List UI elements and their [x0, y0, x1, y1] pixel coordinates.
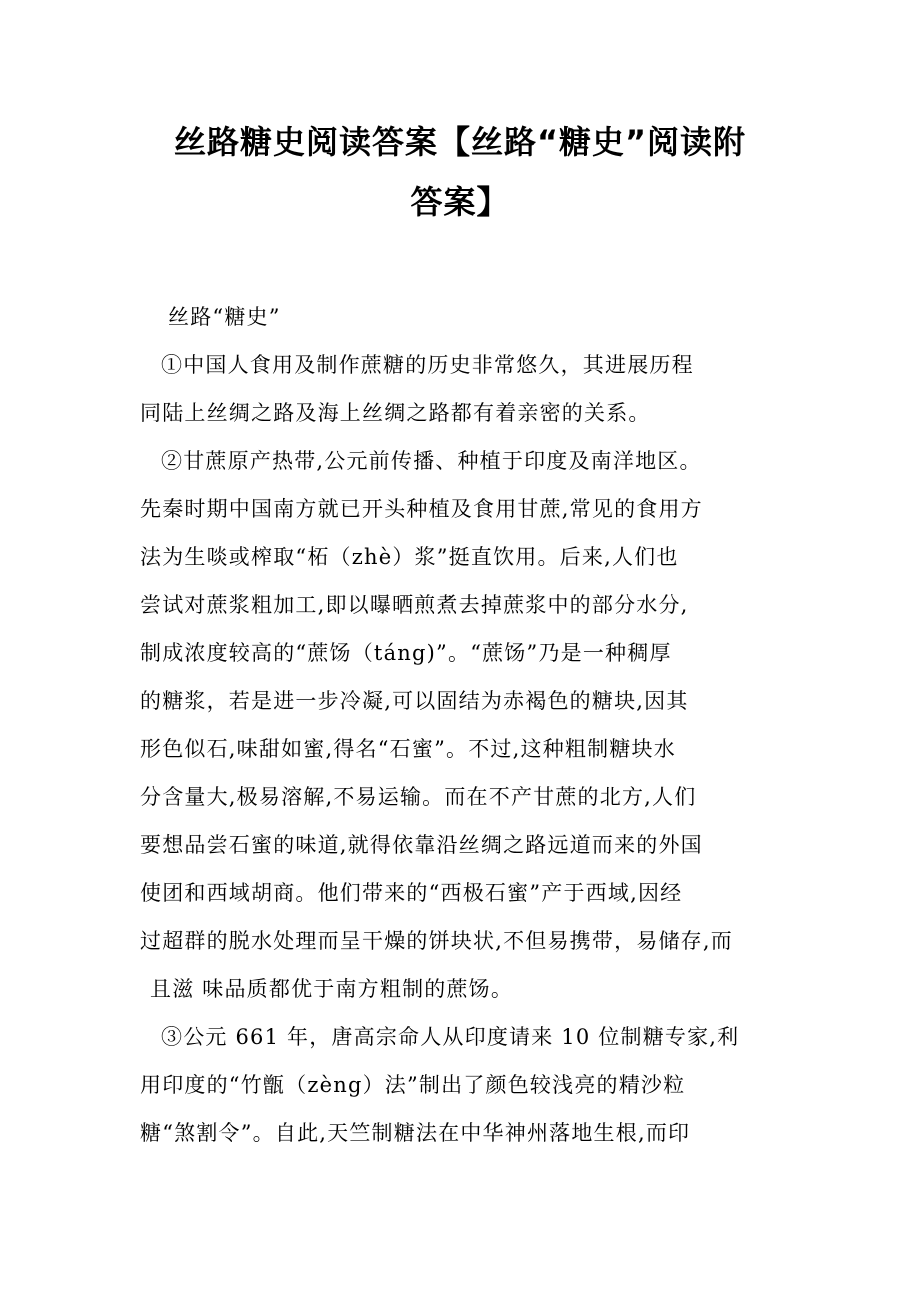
paragraph-1-line-2: 同陆上丝绸之路及海上丝绸之路都有着亲密的关系。: [140, 401, 651, 425]
paragraph-2-line-6: 的糖浆，若是进一步冷凝,可以固结为赤褐色的糖块,因其: [140, 689, 689, 713]
paragraph-2-line-9: 要想品尝石蜜的味道,就得依靠沿丝绸之路远道而来的外国: [140, 833, 703, 857]
paragraph-3-line-2: 用印度的“竹甑（zèng）法”制出了颜色较浅亮的精沙粒: [140, 1073, 686, 1097]
paragraph-2-line-3: 法为生啖或榨取“柘（zhè）浆”挺直饮用。后来,人们也: [140, 545, 679, 569]
paragraph-2-line-5: 制成浓度较高的“蔗饧（táng)”。“蔗饧”乃是一种稠厚: [140, 641, 672, 665]
paragraph-2-line-8: 分含量大,极易溶解,不易运输。而在不产甘蔗的北方,人们: [140, 785, 697, 809]
paragraph-2-line-12: 且滋 味品质都优于南方粗制的蔗饧。: [150, 977, 514, 1001]
page-title-line-2: 答案】: [410, 183, 510, 221]
paragraph-2-line-4: 尝试对蔗浆粗加工,即以曝晒煎煮去掉蔗浆中的部分水分,: [140, 593, 689, 617]
paragraph-2-line-7: 形色似石,味甜如蜜,得名“石蜜”。不过,这种粗制糖块水: [140, 737, 676, 761]
page-title-line-1: 丝路糖史阅读答案【丝路“糖史”阅读附: [173, 123, 747, 161]
paragraph-2-line-11: 过超群的脱水处理而呈干燥的饼块状,不但易携带，易储存,而: [140, 929, 733, 953]
paragraph-3-line-3: 糖“煞割令”。自此,天竺制糖法在中华神州落地生根,而印: [140, 1121, 691, 1145]
paragraph-2-line-10: 使团和西域胡商。他们带来的“西极石蜜”产于西域,因经: [140, 881, 683, 905]
paragraph-1-line-1: ①中国人食用及制作蔗糖的历史非常悠久，其进展历程: [161, 353, 694, 377]
paragraph-3-line-1: ③公元 661 年，唐高宗命人从印度请来 10 位制糖专家,利: [161, 1025, 740, 1049]
paragraph-2-line-2: 先秦时期中国南方就已开头种植及食用甘蔗,常见的食用方: [140, 497, 703, 521]
section-heading: 丝路“糖史”: [168, 305, 281, 329]
paragraph-2-line-1: ②甘蔗原产热带,公元前传播、种植于印度及南洋地区。: [161, 449, 702, 473]
